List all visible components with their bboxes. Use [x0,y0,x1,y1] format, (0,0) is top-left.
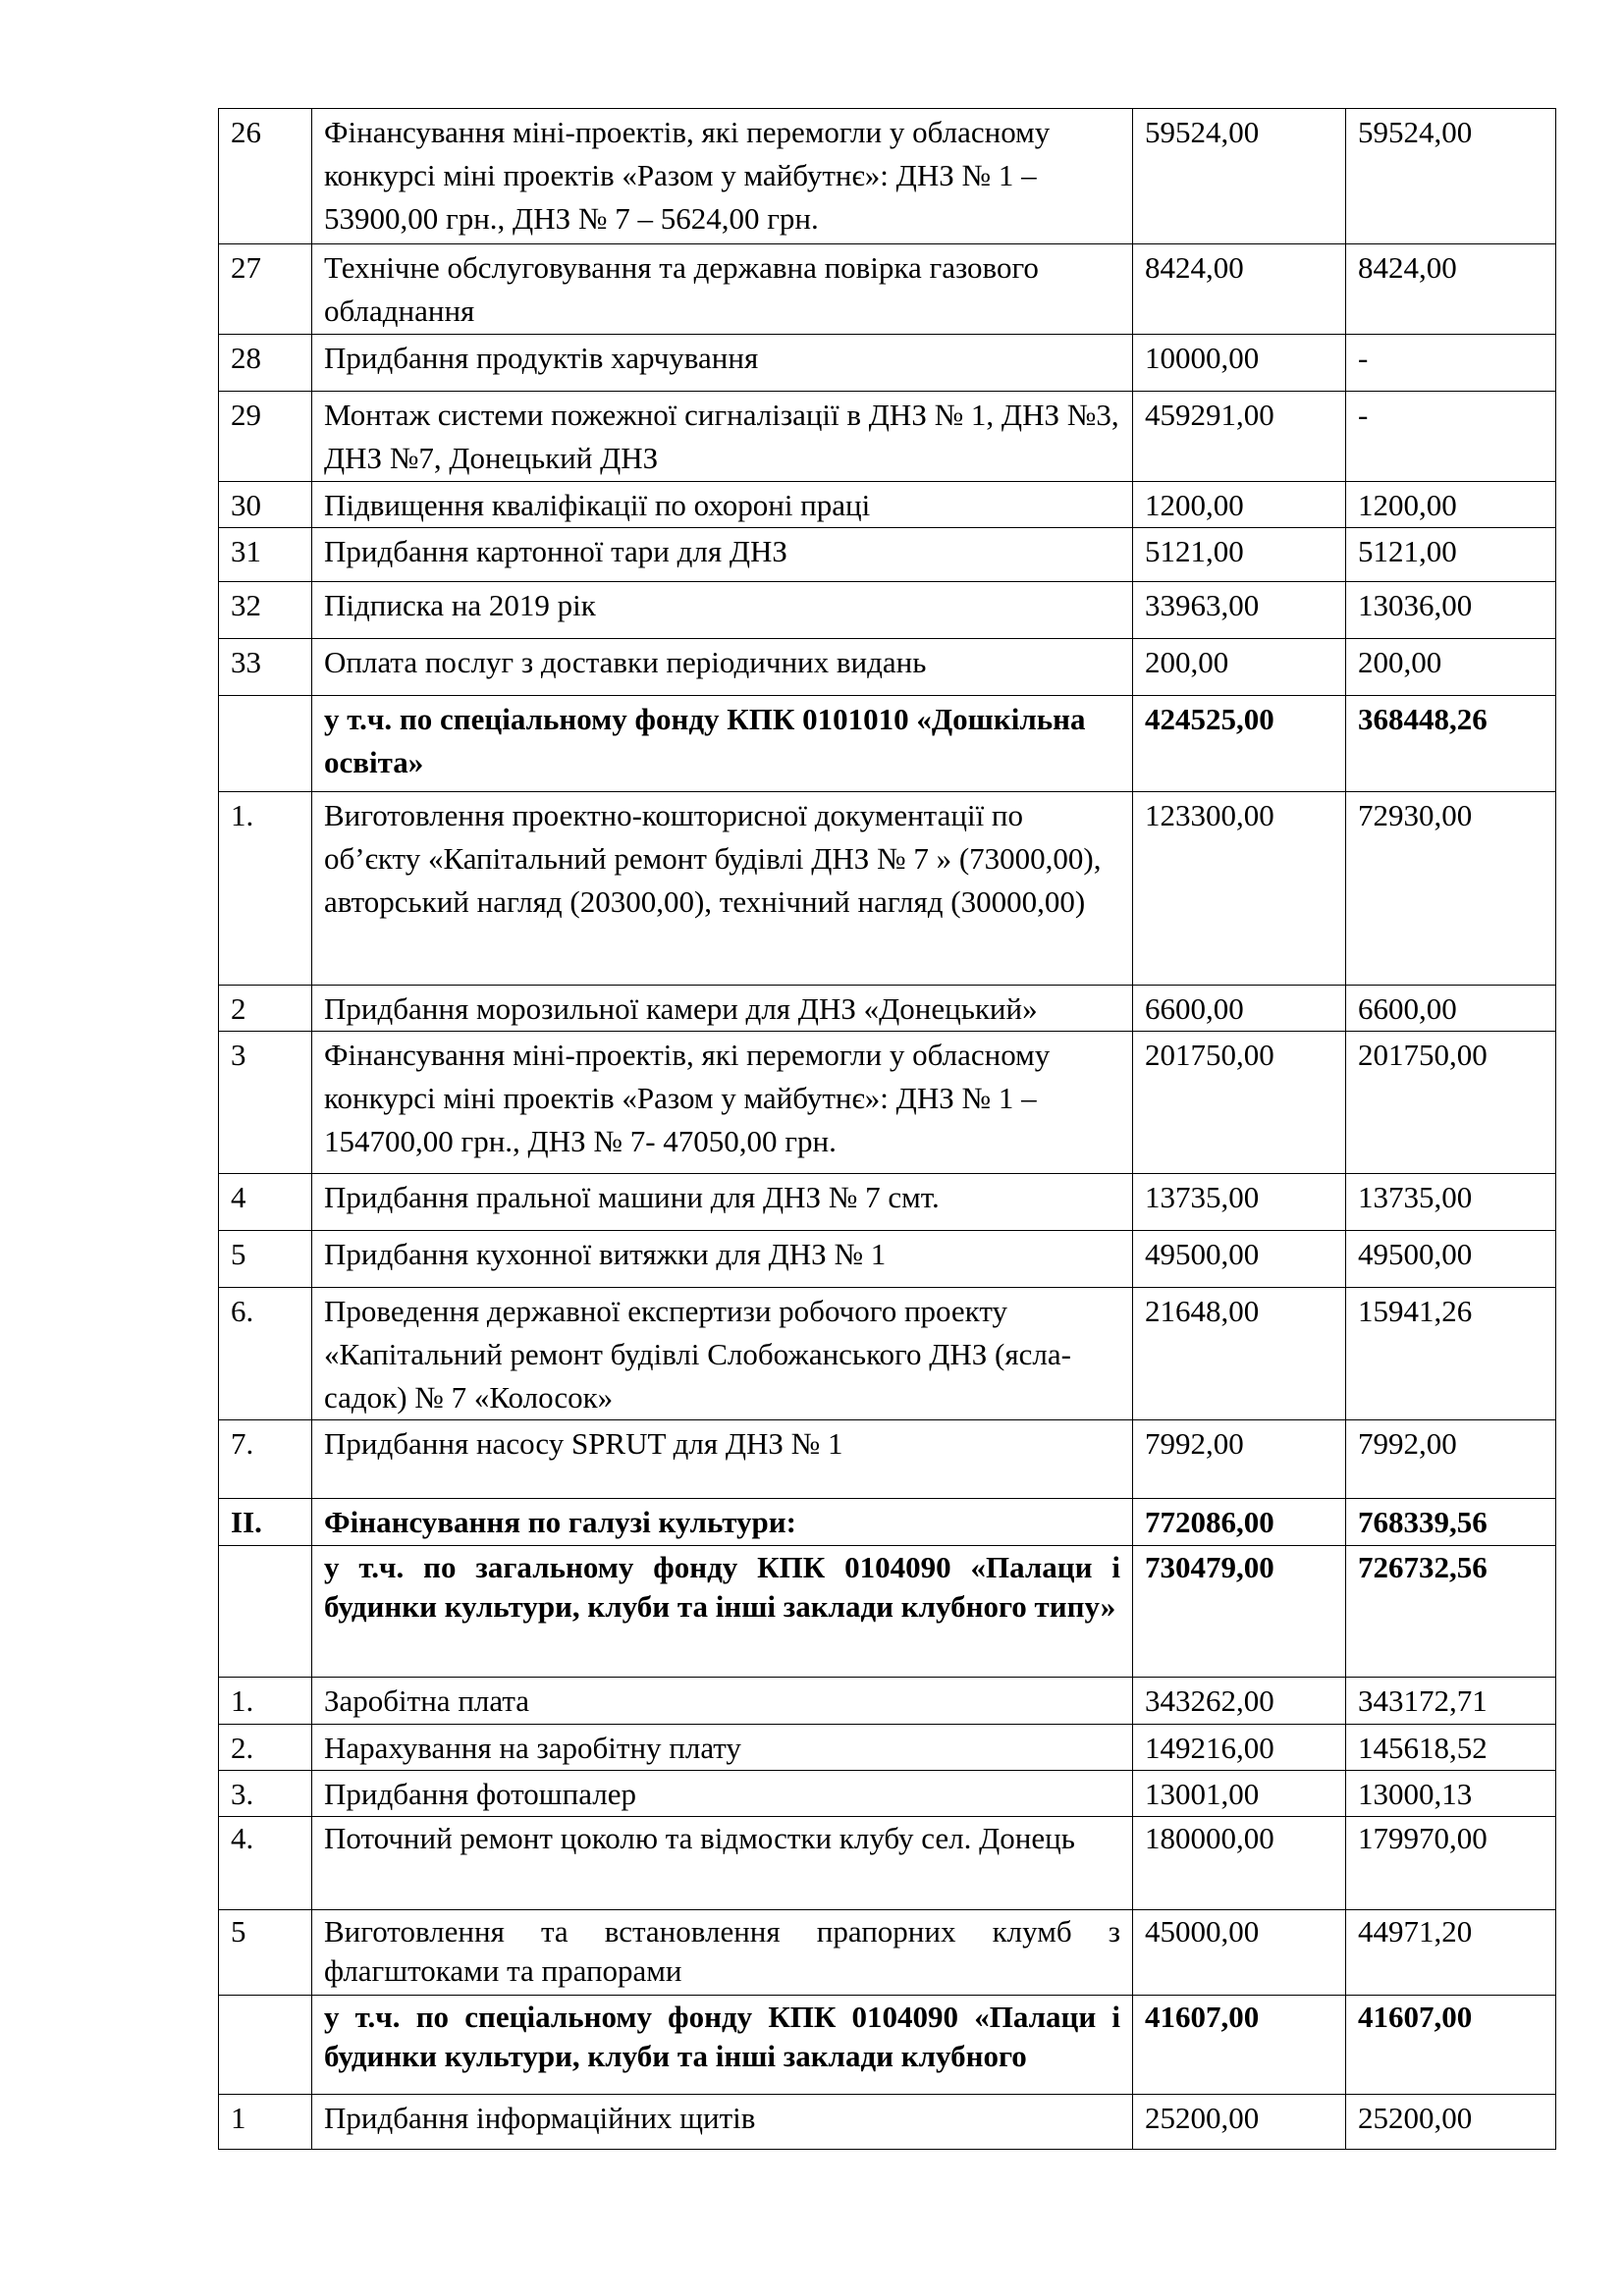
table-row [219,1032,1556,1174]
planned-amount: 200,00 [1133,639,1346,696]
actual-amount: 8424,00 [1346,244,1556,335]
row-description: Придбання насосу SPRUT для ДНЗ № 1 [312,1420,1133,1499]
planned-amount: 459291,00 [1133,392,1346,482]
actual-amount: 5121,00 [1346,528,1556,582]
actual-amount: 49500,00 [1346,1231,1556,1288]
table-row [219,1771,1556,1817]
planned-amount: 13001,00 [1133,1771,1346,1817]
row-number: 32 [219,582,312,639]
row-description: Монтаж системи пожежної сигналізації в ДНЗ № 1, ДНЗ №3, ДНЗ №7, Донецький ДНЗ [312,392,1133,482]
budget-table [218,108,1556,2150]
row-description: Придбання кухонної витяжки для ДНЗ № 1 [312,1231,1133,1288]
table-row [219,986,1556,1032]
table-row-section [219,1499,1556,1546]
planned-amount: 8424,00 [1133,244,1346,335]
table-row-subtotal [219,696,1556,792]
planned-amount: 123300,00 [1133,792,1346,986]
actual-amount: 41607,00 [1346,1996,1556,2095]
row-description: Фінансування по галузі культури: [312,1499,1133,1546]
row-number: 5 [219,1231,312,1288]
table-row [219,1174,1556,1231]
planned-amount: 180000,00 [1133,1817,1346,1910]
actual-amount: 768339,56 [1346,1499,1556,1546]
row-number: 1. [219,1678,312,1725]
planned-amount: 5121,00 [1133,528,1346,582]
table-row [219,482,1556,528]
actual-amount: 13735,00 [1346,1174,1556,1231]
planned-amount: 1200,00 [1133,482,1346,528]
row-description: Фінансування міні-проектів, які перемогли у обласному конкурсі міні проектів «Разом у майбутнє»: ДНЗ № 1 – 154700,00 грн., ДНЗ № 7- 47050,00 грн. [312,1032,1133,1174]
row-number [219,1996,312,2095]
row-number: 5 [219,1910,312,1996]
actual-amount: 15941,26 [1346,1288,1556,1420]
planned-amount: 343262,00 [1133,1678,1346,1725]
planned-amount: 730479,00 [1133,1546,1346,1678]
row-number: 29 [219,392,312,482]
row-description: Придбання продуктів харчування [312,335,1133,392]
actual-amount: 343172,71 [1346,1678,1556,1725]
row-description: у т.ч. по спеціальному фонду КПК 0104090 «Палаци і будинки культури, клуби та інші заклади клубного [312,1996,1133,2095]
actual-amount: 368448,26 [1346,696,1556,792]
planned-amount: 424525,00 [1133,696,1346,792]
row-description: Заробітна плата [312,1678,1133,1725]
table-row [219,639,1556,696]
row-number: 1 [219,2095,312,2150]
row-description: у т.ч. по загальному фонду КПК 0104090 «Палаци і будинки культури, клуби та інші заклади клубного типу» [312,1546,1133,1678]
planned-amount: 41607,00 [1133,1996,1346,2095]
actual-amount: - [1346,335,1556,392]
row-description: Підвищення кваліфікації по охороні праці [312,482,1133,528]
actual-amount: - [1346,392,1556,482]
planned-amount: 7992,00 [1133,1420,1346,1499]
table-row-subtotal [219,1546,1556,1678]
actual-amount: 59524,00 [1346,109,1556,244]
row-number: 4 [219,1174,312,1231]
row-description: Придбання морозильної камери для ДНЗ «Донецький» [312,986,1133,1032]
row-number: 3 [219,1032,312,1174]
actual-amount: 145618,52 [1346,1725,1556,1771]
row-number: 26 [219,109,312,244]
actual-amount: 25200,00 [1346,2095,1556,2150]
actual-amount: 7992,00 [1346,1420,1556,1499]
actual-amount: 13036,00 [1346,582,1556,639]
row-description: Поточний ремонт цоколю та відмостки клубу сел. Донець [312,1817,1133,1910]
table-row [219,1231,1556,1288]
row-description: Придбання фотошпалер [312,1771,1133,1817]
table-row [219,792,1556,986]
row-number: ІІ. [219,1499,312,1546]
table-row [219,335,1556,392]
planned-amount: 6600,00 [1133,986,1346,1032]
row-number: 7. [219,1420,312,1499]
row-number: 31 [219,528,312,582]
planned-amount: 772086,00 [1133,1499,1346,1546]
row-description: Фінансування міні-проектів, які перемогли у обласному конкурсі міні проектів «Разом у майбутнє»: ДНЗ № 1 – 53900,00 грн., ДНЗ № 7 – 5624,00 грн. [312,109,1133,244]
planned-amount: 25200,00 [1133,2095,1346,2150]
actual-amount: 726732,56 [1346,1546,1556,1678]
row-description: Придбання пральної машини для ДНЗ № 7 смт. [312,1174,1133,1231]
row-number [219,696,312,792]
row-number [219,1546,312,1678]
row-description: Придбання інформаційних щитів [312,2095,1133,2150]
planned-amount: 149216,00 [1133,1725,1346,1771]
actual-amount: 201750,00 [1346,1032,1556,1174]
table-row [219,244,1556,335]
planned-amount: 201750,00 [1133,1032,1346,1174]
actual-amount: 13000,13 [1346,1771,1556,1817]
row-number: 28 [219,335,312,392]
actual-amount: 179970,00 [1346,1817,1556,1910]
table-row [219,582,1556,639]
table-row [219,1420,1556,1499]
planned-amount: 33963,00 [1133,582,1346,639]
row-number: 27 [219,244,312,335]
row-number: 33 [219,639,312,696]
row-number: 2 [219,986,312,1032]
row-number: 6. [219,1288,312,1420]
table-row [219,1725,1556,1771]
table-row [219,528,1556,582]
row-number: 2. [219,1725,312,1771]
planned-amount: 45000,00 [1133,1910,1346,1996]
actual-amount: 1200,00 [1346,482,1556,528]
table-row [219,1817,1556,1910]
actual-amount: 200,00 [1346,639,1556,696]
table-row [219,1678,1556,1725]
table-row-subtotal [219,1996,1556,2095]
table-row [219,1910,1556,1996]
actual-amount: 6600,00 [1346,986,1556,1032]
row-description: Оплата послуг з доставки періодичних видань [312,639,1133,696]
row-number: 3. [219,1771,312,1817]
actual-amount: 72930,00 [1346,792,1556,986]
table-row [219,109,1556,244]
row-number: 4. [219,1817,312,1910]
planned-amount: 13735,00 [1133,1174,1346,1231]
row-description: Технічне обслуговування та державна повірка газового обладнання [312,244,1133,335]
row-description: Проведення державної експертизи робочого проекту «Капітальний ремонт будівлі Слобожанського ДНЗ (ясла-садок) № 7 «Колосок» [312,1288,1133,1420]
planned-amount: 49500,00 [1133,1231,1346,1288]
row-description: Підписка на 2019 рік [312,582,1133,639]
row-description: Придбання картонної тари для ДНЗ [312,528,1133,582]
row-description: Виготовлення проектно-кошторисної документації по об’єкту «Капітальний ремонт будівлі ДНЗ № 7 » (73000,00), авторський нагляд (20300,00), технічний нагляд (30000,00) [312,792,1133,986]
row-number: 1. [219,792,312,986]
row-description: у т.ч. по спеціальному фонду КПК 0101010 «Дошкільна освіта» [312,696,1133,792]
row-description: Виготовлення та встановлення прапорних клумб з флагштоками та прапорами [312,1910,1133,1996]
planned-amount: 59524,00 [1133,109,1346,244]
table-row [219,392,1556,482]
planned-amount: 21648,00 [1133,1288,1346,1420]
row-number: 30 [219,482,312,528]
row-description: Нарахування на заробітну плату [312,1725,1133,1771]
table-row [219,2095,1556,2150]
planned-amount: 10000,00 [1133,335,1346,392]
table-row [219,1288,1556,1420]
actual-amount: 44971,20 [1346,1910,1556,1996]
